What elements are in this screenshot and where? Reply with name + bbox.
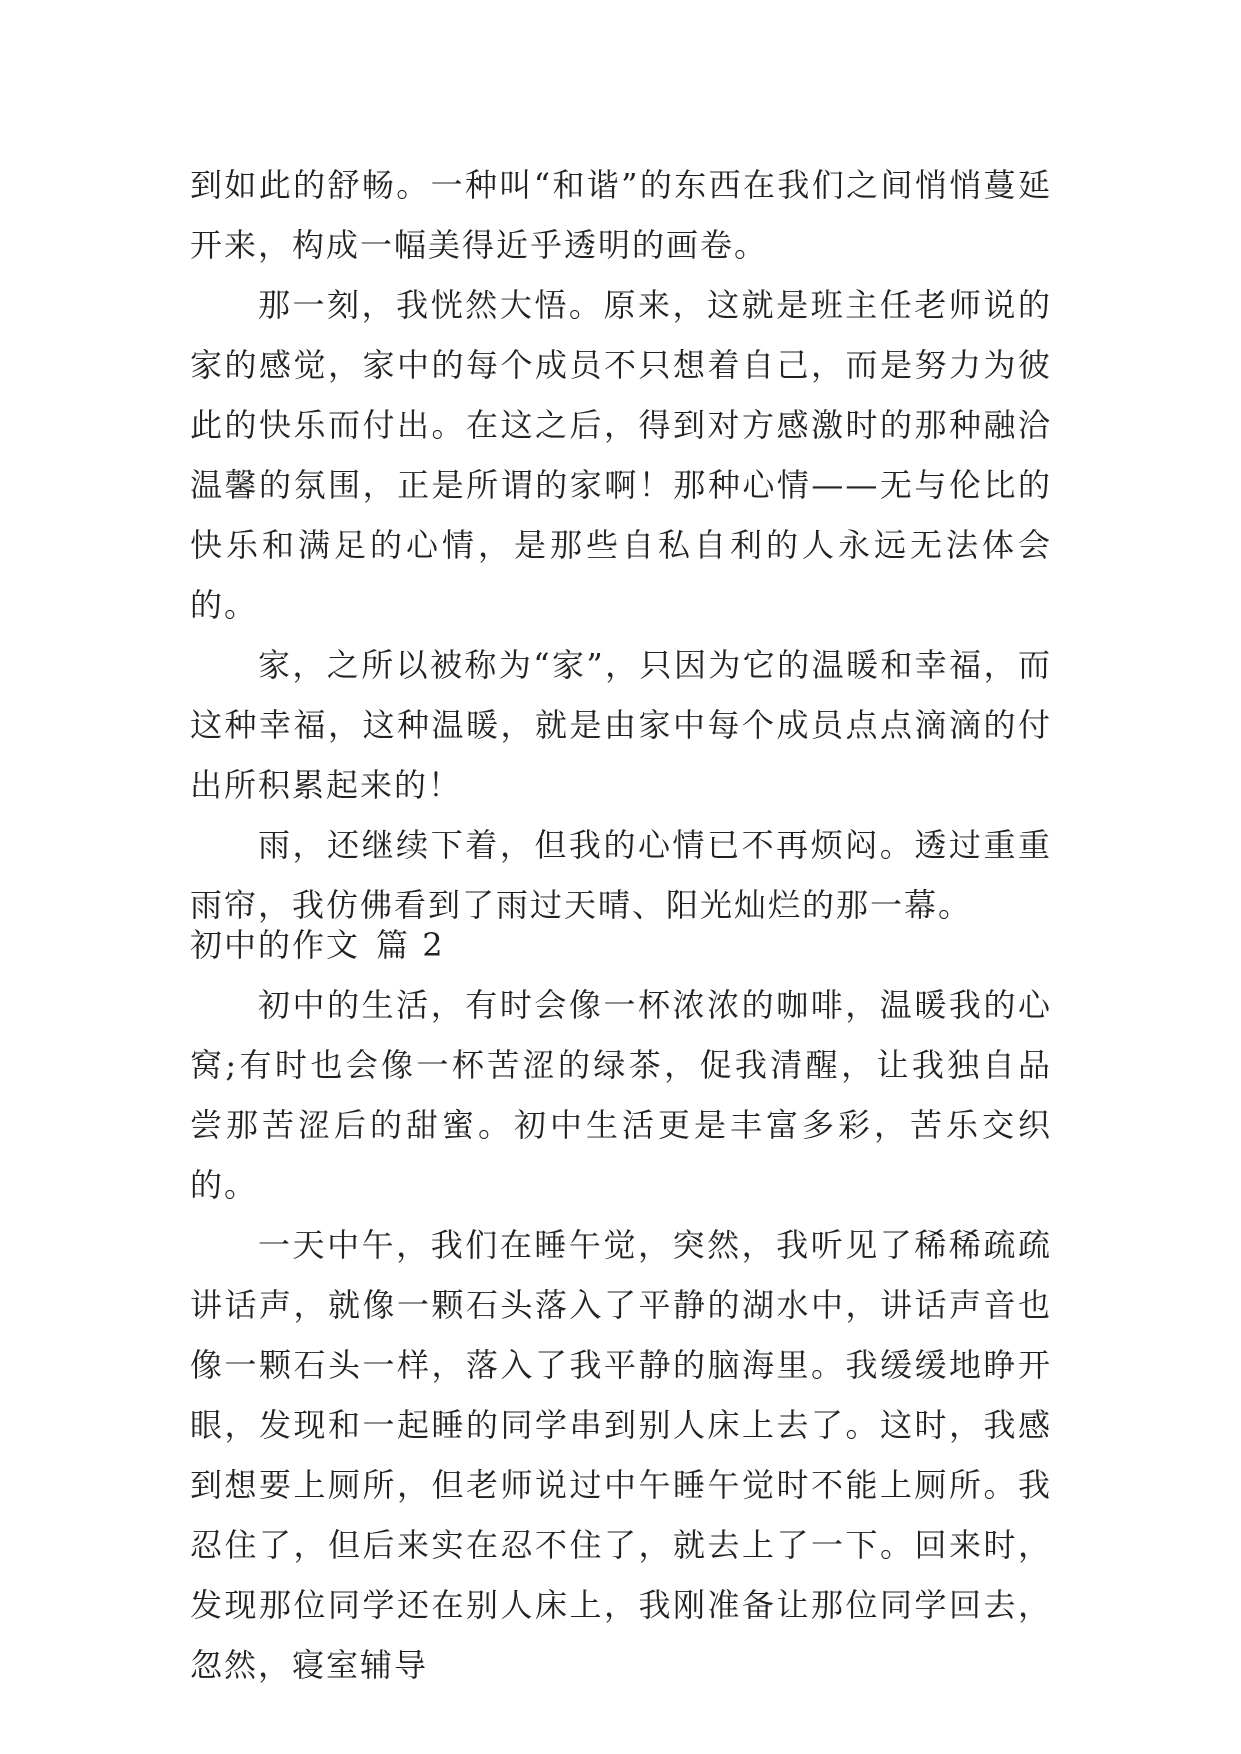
section-heading-part: 篇 2	[376, 926, 445, 964]
paragraph: 一天中午，我们在睡午觉，突然，我听见了稀稀疏疏讲话声，就像一颗石头落入了平静的湖水中，讲话声音也像一颗石头一样，落入了我平静的脑海里。我缓缓地睁开眼，发现和一起睡的同学串到别人床上去了。这时，我感到想要上厕所，但老师说过中午睡午觉时不能上厕所。我忍住了，但后来实在忍不住了，就去上了一下。回来时，发现那位同学还在别人床上，我刚准备让那位同学回去，忽然，寝室辅导	[190, 1226, 1052, 1684]
paragraph: 那一刻，我恍然大悟。原来，这就是班主任老师说的家的感觉，家中的每个成员不只想着自己，而是努力为彼此的快乐而付出。在这之后，得到对方感激时的那种融洽温馨的氛围，正是所谓的家啊！那种心情——无与伦比的快乐和满足的心情，是那些自私自利的人永远无法体会的。	[190, 286, 1052, 624]
paragraph: 家，之所以被称为“家”，只因为它的温暖和幸福，而这种幸福，这种温暖，就是由家中每个成员点点滴滴的付出所积累起来的！	[190, 646, 1052, 804]
paragraph: 雨，还继续下着，但我的心情已不再烦闷。透过重重雨帘，我仿佛看到了雨过天晴、阳光灿烂的那一幕。	[190, 826, 1052, 924]
section-heading-title: 初中的作文	[190, 926, 361, 964]
section-1-text	[190, 155, 1052, 935]
paragraph: 初中的生活，有时会像一杯浓浓的咖啡，温暖我的心窝;有时也会像一杯苦涩的绿茶，促我清醒，让我独自品尝那苦涩后的甜蜜。初中生活更是丰富多彩，苦乐交织的。	[190, 986, 1052, 1204]
paragraph-continuation: 到如此的舒畅。一种叫“和谐”的东西在我们之间悄悄蔓延开来，构成一幅美得近乎透明的画卷。	[190, 166, 1052, 264]
section-2-text	[190, 915, 1052, 1695]
section-heading	[190, 915, 1052, 975]
